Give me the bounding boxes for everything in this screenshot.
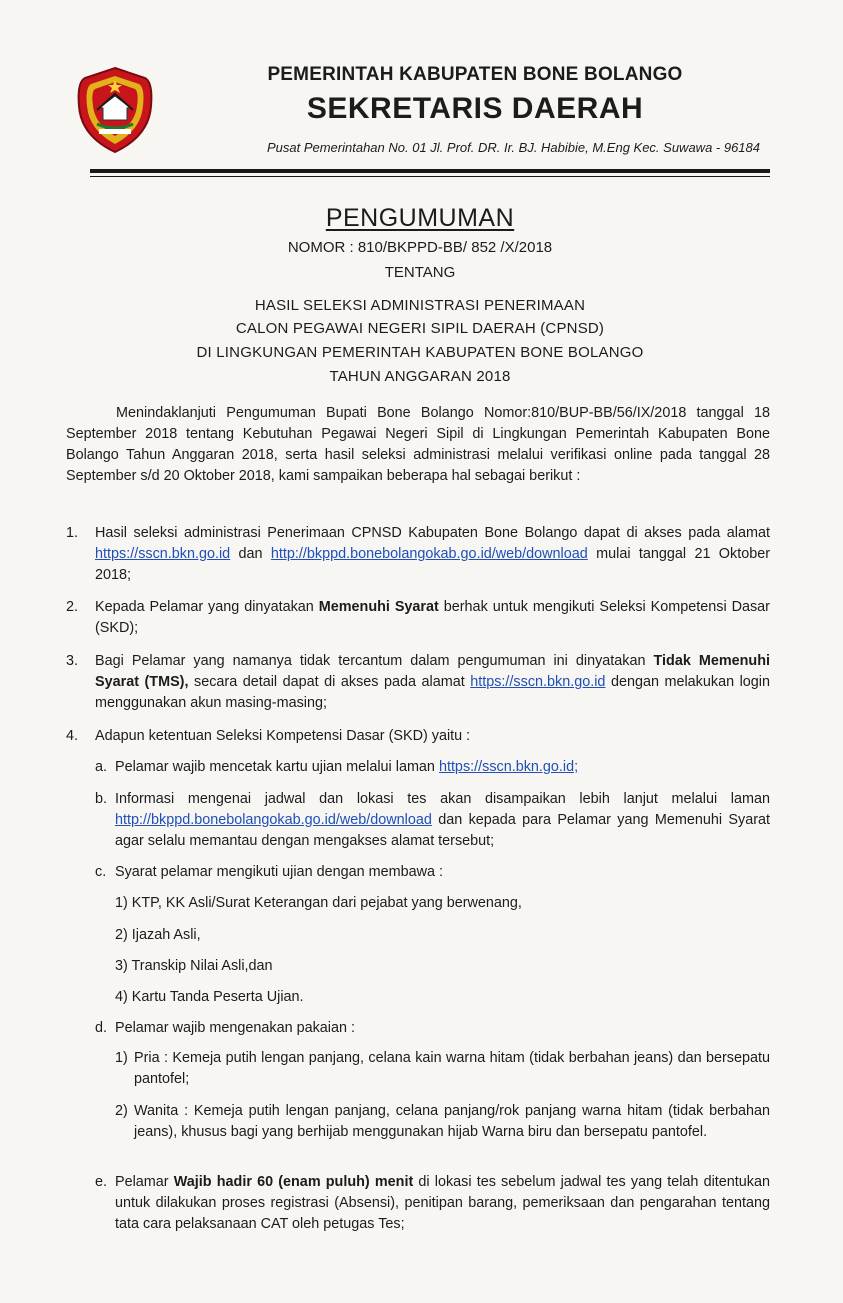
sscn-link[interactable]: https://sscn.bkn.go.id [470,674,606,690]
requirement-item: 3) Transkip Nilai Asli,dan [115,958,273,974]
dress-code-men: Pria : Kemeja putih lengan panjang, celana kain warna hitam (tidak berbahan jeans) dan bersepatu pantofel; [134,1050,770,1087]
letterhead-divider-thick [90,169,770,173]
dress-item-number: 2) [115,1103,128,1119]
item-number: 1. [66,525,79,541]
item-number: 2. [66,599,79,615]
bkppd-download-link[interactable]: http://bkppd.bonebolangokab.go.id/web/download [115,812,432,828]
sub-item-letter: c. [95,864,107,880]
sub-item-a [115,757,770,778]
item-bold-text: Tidak Memenuhi Syarat (TMS), [95,653,770,690]
coat-of-arms-logo-icon [75,66,155,154]
sub-item-d: Pelamar wajib mengenakan pakaian : [115,1020,355,1036]
item-bold-text: Wajib hadir 60 (enam puluh) menit [173,1174,414,1190]
item-text: Kepada Pelamar yang dinyatakan [95,599,319,615]
sub-item-letter: b. [95,791,108,807]
office-name: SEKRETARIS DAERAH [306,92,644,125]
list-item-2 [95,597,770,639]
item-text: secara detail dapat di akses pada alamat [188,674,471,690]
sscn-link[interactable]: https://sscn.bkn.go.id [95,546,231,562]
sub-item-letter: d. [95,1020,108,1036]
intro-paragraph: Menindaklanjuti Pengumuman Bupati Bone Bolango Nomor:810/BUP-BB/56/IX/2018 tanggal 18 September 2018 tentang Kebutuhan Pegawai Negeri Sipil di Lingkungan Pemerintah Kabupaten Bone Bolango Tahun Anggaran 2018, serta hasil seleksi administrasi melalui verifikasi online pada tanggal 28 September s/d 20 Oktober 2018, kami sampaikan beberapa hal sebagai berikut : [66,405,770,484]
item-text: Bagi Pelamar yang namanya tidak tercantum dalam pengumuman ini dinyatakan [95,653,654,669]
office-address: Pusat Pemerintahan No. 01 Jl. Prof. DR. Ir. BJ. Habibie, M.Eng Kec. Suwawa - 96184 [266,140,760,155]
announcement-title: PENGUMUMAN [325,204,515,232]
item-text: Informasi mengenai jadwal dan lokasi tes akan disampaikan lebih lanjut melalui laman [115,791,770,807]
item-text: mulai tanggal 21 Oktober 2018; [95,546,770,583]
subject-line: HASIL SELEKSI ADMINISTRASI PENERIMAAN [254,297,586,314]
item-bold-text: Memenuhi Syarat [318,599,439,615]
sub-item-e [115,1172,770,1235]
item-text: di lokasi tes sebelum jadwal tes yang telah ditentukan untuk dilakukan proses registrasi (Absensi), penitipan barang, pemeriksaan dan pengarahan tentang tata cara pelaksanaan CAT oleh petugas Tes; [115,1174,770,1232]
announcement-about: TENTANG [384,264,456,281]
subject-line: DI LINGKUNGAN PEMERINTAH KABUPATEN BONE BOLANGO [196,344,644,361]
item-text: dan kepada para Pelamar yang Memenuhi Syarat agar selalu memantau dengan mengakses alamat tersebut; [115,812,770,849]
subject-line: CALON PEGAWAI NEGERI SIPIL DAERAH (CPNSD) [235,320,605,337]
list-item-3 [95,651,770,714]
item-text: Pelamar [115,1174,174,1190]
requirement-item: 2) Ijazah Asli, [115,927,201,943]
requirement-item: 4) Kartu Tanda Peserta Ujian. [115,989,304,1005]
item-text: Pelamar wajib mencetak kartu ujian melalui laman [115,759,439,775]
sub-item-letter: a. [95,759,108,775]
subject-line: TAHUN ANGGARAN 2018 [329,368,511,385]
list-item-1 [95,523,770,586]
item-text: dengan melakukan login menggunakan akun masing-masing; [95,674,770,711]
sub-item-letter: e. [95,1174,108,1190]
letterhead-divider-thin [90,176,770,177]
bkppd-download-link[interactable]: http://bkppd.bonebolangokab.go.id/web/download [270,546,588,562]
dress-code-women: Wanita : Kemeja putih lengan panjang, celana panjang/rok panjang warna hitam (tidak berbahan jeans), khusus bagi yang berhijab menggunakan hijab Warna biru dan bersepatu pantofel. [134,1103,770,1140]
sub-item-b [115,789,770,852]
sscn-link[interactable]: https://sscn.bkn.go.id; [438,759,579,775]
item-text: berhak untuk mengikuti Seleksi Kompetensi Dasar (SKD); [95,599,770,636]
announcement-number: NOMOR : 810/BKPPD-BB/ 852 /X/2018 [287,239,553,256]
item-number: 4. [66,728,79,744]
item-text: dan [230,546,271,562]
list-item-4: Adapun ketentuan Seleksi Kompetensi Dasar (SKD) yaitu : [95,728,471,744]
dress-item-number: 1) [115,1050,128,1066]
item-number: 3. [66,653,79,669]
government-name: PEMERINTAH KABUPATEN BONE BOLANGO [267,64,683,85]
sub-item-c: Syarat pelamar mengikuti ujian dengan membawa : [115,864,443,880]
requirement-item: 1) KTP, KK Asli/Surat Keterangan dari pejabat yang berwenang, [115,895,522,911]
item-text: Hasil seleksi administrasi Penerimaan CPNSD Kabupaten Bone Bolango dapat di akses pada alamat [95,525,770,541]
